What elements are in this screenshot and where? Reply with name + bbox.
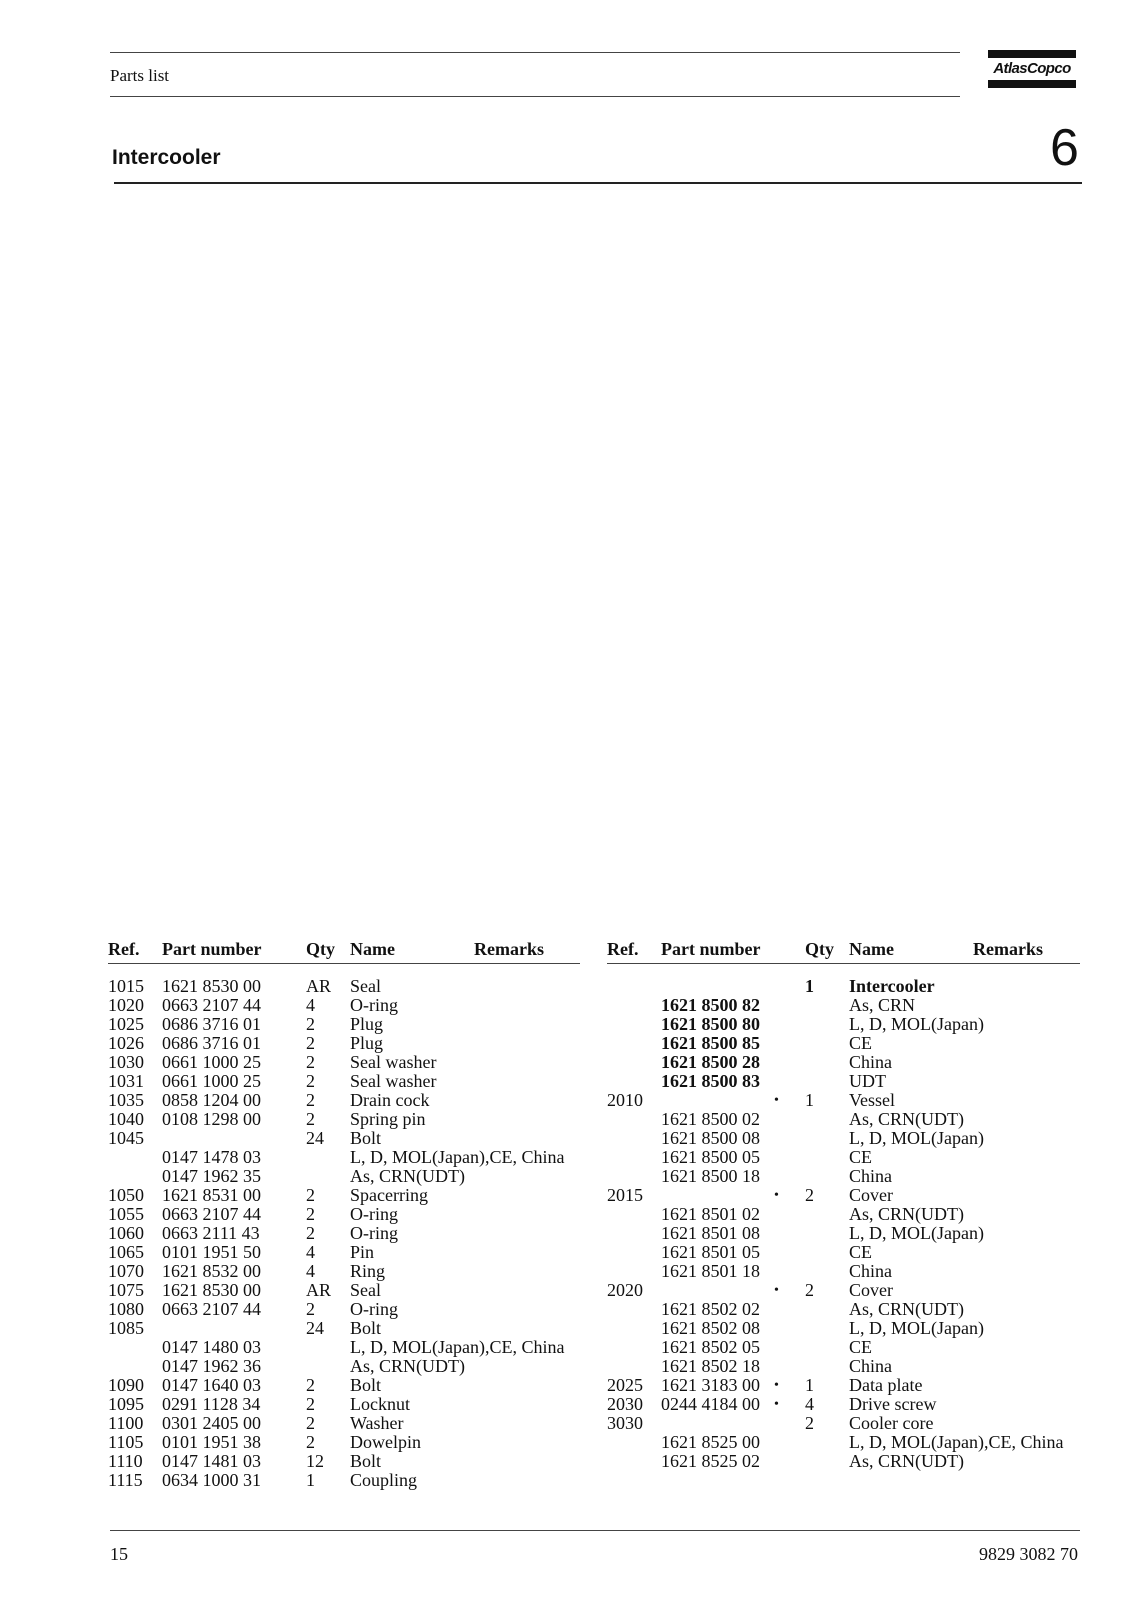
table-row xyxy=(108,1091,580,1110)
section-rule xyxy=(114,182,1082,184)
qty-cell: AR xyxy=(306,976,332,996)
qty-cell: 4 xyxy=(306,1242,315,1262)
part-number-cell: 1621 8531 00 xyxy=(162,1185,261,1205)
section-title: Intercooler xyxy=(112,146,221,169)
page-number: 15 xyxy=(110,1544,128,1564)
section-number: 6 xyxy=(1050,119,1079,177)
table-row xyxy=(607,1319,1080,1338)
part-number-cell: 0686 3716 01 xyxy=(162,1033,261,1053)
table-row xyxy=(607,1072,1080,1091)
part-number-cell: 1621 8500 08 xyxy=(661,1128,760,1148)
name-cell: Data plate xyxy=(849,1375,923,1395)
part-number-cell: 0147 1481 03 xyxy=(162,1451,261,1471)
name-cell: As, CRN(UDT) xyxy=(849,1299,964,1319)
name-cell: UDT xyxy=(849,1071,886,1091)
col-remarks-header: Remarks xyxy=(474,939,544,959)
table-row xyxy=(607,1148,1080,1167)
table-row xyxy=(607,1262,1080,1281)
col-part-header: Part number xyxy=(162,939,262,959)
bullet-marker: • xyxy=(774,1093,779,1108)
part-number-cell: 1621 8501 08 xyxy=(661,1223,760,1243)
qty-cell: 1 xyxy=(306,1470,315,1490)
ref-cell: 1040 xyxy=(108,1109,144,1129)
part-number-cell: 0301 2405 00 xyxy=(162,1413,261,1433)
table-row xyxy=(607,1433,1080,1452)
table-row xyxy=(607,1015,1080,1034)
table-row xyxy=(108,1110,580,1129)
qty-cell: 1 xyxy=(805,1090,814,1110)
header-bottom-rule xyxy=(110,96,960,97)
part-number-cell: 1621 8530 00 xyxy=(162,976,261,996)
part-number-cell: 0147 1962 36 xyxy=(162,1356,261,1376)
part-number-cell: 1621 8525 02 xyxy=(661,1451,760,1471)
ref-cell: 1075 xyxy=(108,1280,144,1300)
part-number-cell: 0663 2111 43 xyxy=(162,1223,260,1243)
footer-rule xyxy=(110,1530,1080,1531)
table-row xyxy=(607,1224,1080,1243)
col-qty-header: Qty xyxy=(306,939,335,959)
part-number-cell: 0634 1000 31 xyxy=(162,1470,261,1490)
table-row xyxy=(607,1414,1080,1433)
col-ref-header: Ref. xyxy=(607,939,639,959)
ref-cell: 1085 xyxy=(108,1318,144,1338)
table-row xyxy=(607,1338,1080,1357)
table-row xyxy=(108,1053,580,1072)
qty-cell: AR xyxy=(306,1280,332,1300)
name-cell: Drive screw xyxy=(849,1394,937,1414)
table-row xyxy=(108,1452,580,1471)
part-number-cell: 1621 8500 02 xyxy=(661,1109,760,1129)
bullet-marker: • xyxy=(774,1378,779,1393)
name-cell: As, CRN(UDT) xyxy=(350,1166,465,1186)
table-row xyxy=(108,1148,580,1167)
part-number-cell: 0663 2107 44 xyxy=(162,1204,261,1224)
name-cell: As, CRN xyxy=(849,995,916,1015)
table-row xyxy=(607,977,1080,996)
qty-cell: 2 xyxy=(306,1432,315,1452)
qty-cell: 2 xyxy=(805,1413,814,1433)
table-row xyxy=(108,1072,580,1091)
name-cell: Bolt xyxy=(350,1128,382,1148)
name-cell: Spacerring xyxy=(350,1185,428,1205)
name-cell: L, D, MOL(Japan) xyxy=(849,1014,984,1034)
document-number: 9829 3082 70 xyxy=(979,1544,1078,1564)
qty-cell: 24 xyxy=(306,1318,324,1338)
logo-bottom-bar xyxy=(988,80,1076,88)
table-row xyxy=(108,1376,580,1395)
qty-cell: 24 xyxy=(306,1128,324,1148)
col-name-header: Name xyxy=(350,939,395,959)
table-row xyxy=(607,1091,1080,1110)
col-qty-header: Qty xyxy=(805,939,834,959)
ref-cell: 1105 xyxy=(108,1432,144,1452)
ref-cell: 1115 xyxy=(108,1470,143,1490)
ref-cell: 1110 xyxy=(108,1451,143,1471)
logo-top-bar xyxy=(988,50,1076,58)
part-number-cell: 1621 8502 18 xyxy=(661,1356,760,1376)
name-cell: Washer xyxy=(350,1413,404,1433)
name-cell: China xyxy=(849,1356,892,1376)
qty-cell: 4 xyxy=(306,995,315,1015)
part-number-cell: 0661 1000 25 xyxy=(162,1052,261,1072)
part-number-cell: 0147 1480 03 xyxy=(162,1337,261,1357)
table-row xyxy=(607,1167,1080,1186)
name-cell: China xyxy=(849,1052,892,1072)
name-cell: CE xyxy=(849,1242,873,1262)
part-number-cell: 0147 1962 35 xyxy=(162,1166,261,1186)
ref-cell: 1025 xyxy=(108,1014,144,1034)
table-row xyxy=(607,1053,1080,1072)
ref-cell: 1015 xyxy=(108,976,144,996)
name-cell: CE xyxy=(849,1033,873,1053)
ref-cell: 1090 xyxy=(108,1375,144,1395)
qty-cell: 2 xyxy=(306,1090,315,1110)
qty-cell: 4 xyxy=(306,1261,315,1281)
part-number-cell: 1621 8502 02 xyxy=(661,1299,760,1319)
ref-cell: 1045 xyxy=(108,1128,144,1148)
name-cell: CE xyxy=(849,1147,873,1167)
ref-cell: 1100 xyxy=(108,1413,144,1433)
ref-cell: 1060 xyxy=(108,1223,144,1243)
table-row xyxy=(607,996,1080,1015)
qty-cell: 2 xyxy=(306,1375,315,1395)
bullet-marker: • xyxy=(774,1283,779,1298)
name-cell: Seal washer xyxy=(350,1052,437,1072)
name-cell: Bolt xyxy=(350,1318,382,1338)
qty-cell: 2 xyxy=(306,1109,315,1129)
name-cell: Seal xyxy=(350,976,381,996)
table-row xyxy=(108,1395,580,1414)
left-header-rule xyxy=(108,963,580,964)
table-row xyxy=(108,1319,580,1338)
table-row xyxy=(108,1243,580,1262)
name-cell: L, D, MOL(Japan) xyxy=(849,1318,984,1338)
qty-cell: 2 xyxy=(805,1280,814,1300)
name-cell: L, D, MOL(Japan),CE, China xyxy=(350,1337,565,1357)
qty-cell: 2 xyxy=(306,1299,315,1319)
bullet-marker: • xyxy=(774,1188,779,1203)
part-number-cell: 1621 8500 80 xyxy=(661,1014,760,1034)
ref-cell: 1065 xyxy=(108,1242,144,1262)
name-cell: Drain cock xyxy=(350,1090,430,1110)
part-number-cell: 1621 8501 18 xyxy=(661,1261,760,1281)
part-number-cell: 1621 8501 05 xyxy=(661,1242,760,1262)
part-number-cell: 1621 8532 00 xyxy=(162,1261,261,1281)
part-number-cell: 0101 1951 38 xyxy=(162,1432,261,1452)
qty-cell: 2 xyxy=(306,1185,315,1205)
table-row xyxy=(607,1034,1080,1053)
part-number-cell: 0108 1298 00 xyxy=(162,1109,261,1129)
ref-cell: 1020 xyxy=(108,995,144,1015)
name-cell: Locknut xyxy=(350,1394,410,1414)
part-number-cell: 0663 2107 44 xyxy=(162,1299,261,1319)
name-cell: L, D, MOL(Japan) xyxy=(849,1223,984,1243)
table-row xyxy=(607,1110,1080,1129)
part-number-cell: 0244 4184 00 xyxy=(661,1394,760,1414)
qty-cell: 2 xyxy=(306,1394,315,1414)
part-number-cell: 0147 1640 03 xyxy=(162,1375,261,1395)
table-row xyxy=(108,1338,580,1357)
name-cell: Plug xyxy=(350,1014,384,1034)
ref-cell: 1026 xyxy=(108,1033,144,1053)
part-number-cell: 0291 1128 34 xyxy=(162,1394,261,1414)
table-row xyxy=(108,1471,580,1490)
part-number-cell: 0858 1204 00 xyxy=(162,1090,261,1110)
table-row xyxy=(108,1186,580,1205)
table-row xyxy=(108,1205,580,1224)
ref-cell: 3030 xyxy=(607,1413,643,1433)
name-cell: As, CRN(UDT) xyxy=(350,1356,465,1376)
table-row xyxy=(108,1224,580,1243)
part-number-cell: 1621 8502 08 xyxy=(661,1318,760,1338)
part-number-cell: 0661 1000 25 xyxy=(162,1071,261,1091)
col-part-header: Part number xyxy=(661,939,761,959)
ref-cell: 1080 xyxy=(108,1299,144,1319)
qty-cell: 1 xyxy=(805,976,814,996)
name-cell: Vessel xyxy=(849,1090,895,1110)
name-cell: O-ring xyxy=(350,1299,398,1319)
table-row xyxy=(607,1281,1080,1300)
table-row xyxy=(108,1414,580,1433)
part-number-cell: 1621 3183 00 xyxy=(661,1375,760,1395)
name-cell: Bolt xyxy=(350,1375,382,1395)
part-number-cell: 0101 1951 50 xyxy=(162,1242,261,1262)
right-header-rule xyxy=(607,963,1080,964)
table-row xyxy=(108,1034,580,1053)
name-cell: China xyxy=(849,1261,892,1281)
name-cell: Seal washer xyxy=(350,1071,437,1091)
name-cell: O-ring xyxy=(350,1204,398,1224)
table-row xyxy=(108,1167,580,1186)
table-row xyxy=(108,1129,580,1148)
part-number-cell: 1621 8500 83 xyxy=(661,1071,760,1091)
name-cell: Plug xyxy=(350,1033,384,1053)
table-row xyxy=(607,1395,1080,1414)
name-cell: L, D, MOL(Japan),CE, China xyxy=(350,1147,565,1167)
part-number-cell: 0686 3716 01 xyxy=(162,1014,261,1034)
table-row xyxy=(108,977,580,996)
right-parts-table xyxy=(607,977,1080,1471)
part-number-cell: 1621 8500 85 xyxy=(661,1033,760,1053)
table-row xyxy=(607,1357,1080,1376)
name-cell: Seal xyxy=(350,1280,381,1300)
name-cell: L, D, MOL(Japan) xyxy=(849,1128,984,1148)
name-cell: As, CRN(UDT) xyxy=(849,1109,964,1129)
qty-cell: 2 xyxy=(306,1033,315,1053)
table-row xyxy=(607,1205,1080,1224)
ref-cell: 1055 xyxy=(108,1204,144,1224)
ref-cell: 2020 xyxy=(607,1280,643,1300)
part-number-cell: 0147 1478 03 xyxy=(162,1147,261,1167)
name-cell: L, D, MOL(Japan),CE, China xyxy=(849,1432,1064,1452)
header-top-rule xyxy=(110,52,960,53)
qty-cell: 2 xyxy=(306,1223,315,1243)
name-cell: Cover xyxy=(849,1280,893,1300)
part-number-cell: 1621 8501 02 xyxy=(661,1204,760,1224)
qty-cell: 12 xyxy=(306,1451,324,1471)
table-row xyxy=(607,1300,1080,1319)
ref-cell: 2030 xyxy=(607,1394,643,1414)
left-parts-table xyxy=(108,977,580,1490)
table-row xyxy=(607,1243,1080,1262)
qty-cell: 2 xyxy=(306,1014,315,1034)
name-cell: Spring pin xyxy=(350,1109,426,1129)
qty-cell: 2 xyxy=(306,1204,315,1224)
table-row xyxy=(108,1357,580,1376)
name-cell: Pin xyxy=(350,1242,375,1262)
name-cell: Dowelpin xyxy=(350,1432,421,1452)
qty-cell: 2 xyxy=(306,1071,315,1091)
part-number-cell: 1621 8502 05 xyxy=(661,1337,760,1357)
name-cell: Intercooler xyxy=(849,976,935,996)
qty-cell: 2 xyxy=(306,1052,315,1072)
table-row xyxy=(108,1300,580,1319)
logo-text: AtlasCopco xyxy=(993,60,1071,77)
header-label: Parts list xyxy=(110,66,170,85)
part-number-cell: 1621 8500 28 xyxy=(661,1052,760,1072)
table-row xyxy=(607,1186,1080,1205)
col-remarks-header: Remarks xyxy=(973,939,1043,959)
qty-cell: 2 xyxy=(805,1185,814,1205)
table-row xyxy=(108,1433,580,1452)
name-cell: Cooler core xyxy=(849,1413,934,1433)
part-number-cell: 1621 8500 18 xyxy=(661,1166,760,1186)
part-number-cell: 0663 2107 44 xyxy=(162,995,261,1015)
name-cell: China xyxy=(849,1166,892,1186)
name-cell: As, CRN(UDT) xyxy=(849,1204,964,1224)
name-cell: As, CRN(UDT) xyxy=(849,1451,964,1471)
part-number-cell: 1621 8530 00 xyxy=(162,1280,261,1300)
name-cell: O-ring xyxy=(350,1223,398,1243)
ref-cell: 1035 xyxy=(108,1090,144,1110)
table-row xyxy=(607,1129,1080,1148)
name-cell: Coupling xyxy=(350,1470,418,1490)
ref-cell: 1030 xyxy=(108,1052,144,1072)
bullet-marker: • xyxy=(774,1397,779,1412)
ref-cell: 1095 xyxy=(108,1394,144,1414)
col-name-header: Name xyxy=(849,939,894,959)
table-row xyxy=(607,1376,1080,1395)
table-row xyxy=(108,1262,580,1281)
table-row xyxy=(108,1015,580,1034)
ref-cell: 2015 xyxy=(607,1185,643,1205)
part-number-cell: 1621 8500 05 xyxy=(661,1147,760,1167)
ref-cell: 1050 xyxy=(108,1185,144,1205)
table-row xyxy=(108,996,580,1015)
table-row xyxy=(607,1452,1080,1471)
ref-cell: 2025 xyxy=(607,1375,643,1395)
part-number-cell: 1621 8525 00 xyxy=(661,1432,760,1452)
table-row xyxy=(108,1281,580,1300)
name-cell: O-ring xyxy=(350,995,398,1015)
name-cell: Ring xyxy=(350,1261,386,1281)
qty-cell: 1 xyxy=(805,1375,814,1395)
part-number-cell: 1621 8500 82 xyxy=(661,995,760,1015)
col-ref-header: Ref. xyxy=(108,939,140,959)
qty-cell: 4 xyxy=(805,1394,814,1414)
qty-cell: 2 xyxy=(306,1413,315,1433)
ref-cell: 2010 xyxy=(607,1090,643,1110)
name-cell: Bolt xyxy=(350,1451,382,1471)
name-cell: Cover xyxy=(849,1185,893,1205)
ref-cell: 1031 xyxy=(108,1071,144,1091)
name-cell: CE xyxy=(849,1337,873,1357)
ref-cell: 1070 xyxy=(108,1261,144,1281)
atlas-copco-logo xyxy=(988,50,1076,88)
